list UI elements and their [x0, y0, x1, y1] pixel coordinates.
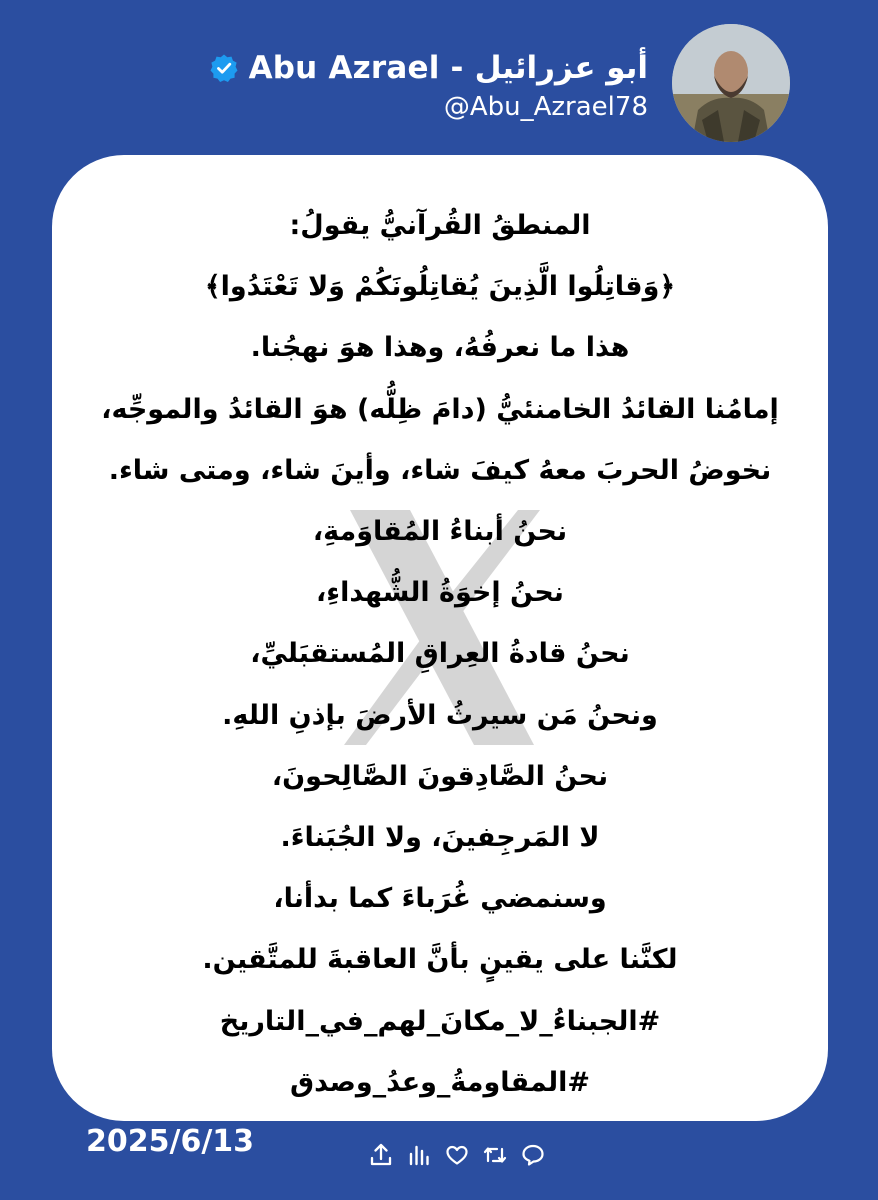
like-icon[interactable] [444, 1142, 470, 1168]
tweet-line: نحنُ أبناءُ المُقاوَمةِ، [312, 516, 568, 548]
tweet-line: نحنُ قادةُ العِراقِ المُستقبَليِّ، [250, 638, 630, 670]
author-display-name[interactable]: Abu Azrael - أبو عزرائيل [248, 50, 648, 86]
hashtag-link[interactable]: #الجبناءُ_لا_مكانَ_لهم_في_التاريخ [219, 1005, 661, 1037]
tweet-line: ﴿وَقاتِلُوا الَّذِينَ يُقاتِلُونَكُمْ وَلا تَعْتَدُوا﴾ [204, 271, 676, 303]
avatar[interactable] [672, 24, 790, 142]
tweet-header [0, 0, 878, 150]
tweet-line: نخوضُ الحربَ معهُ كيفَ شاء، وأينَ شاء، ومتى شاء. [108, 454, 772, 486]
tweet-line: ونحنُ مَن سيرثُ الأرضَ بإذنِ اللهِ. [222, 699, 658, 731]
hashtag-link[interactable]: #المقاومةُ_وعدُ_وصدق [290, 1066, 590, 1098]
tweet-line: وسنمضي غُرَباءَ كما بدأنا، [273, 883, 607, 915]
author-name-row [209, 48, 648, 88]
verified-badge-icon [209, 53, 239, 83]
tweet-line: نحنُ إخوَةُ الشُّهداءِ، [316, 577, 564, 609]
tweet-line: المنطقُ القُرآنيُّ يقولُ: [289, 210, 591, 241]
avatar-image [672, 24, 790, 142]
tweet-line: نحنُ الصَّادِقونَ الصَّالِحونَ، [271, 760, 609, 792]
tweet-text [92, 195, 788, 1113]
reply-icon[interactable] [520, 1142, 546, 1168]
tweet-date: 2025/6/13 [86, 1124, 255, 1159]
tweet-line: هذا ما نعرفُهُ، وهذا هوَ نهجُنا. [250, 332, 630, 364]
share-icon[interactable] [368, 1142, 394, 1168]
views-icon[interactable] [406, 1142, 432, 1168]
tweet-actions [368, 1142, 546, 1168]
retweet-icon[interactable] [482, 1142, 508, 1168]
author-handle[interactable]: @Abu_Azrael78 [443, 92, 648, 122]
tweet-line: لا المَرجِفينَ، ولا الجُبَناءَ. [280, 822, 600, 854]
tweet-line: إمامُنا القائدُ الخامنئيُّ (دامَ ظِلُّه) هوَ القائدُ والموجِّه، [101, 393, 779, 425]
tweet-card [52, 155, 828, 1121]
tweet-line: لكنَّنا على يقينٍ بأنَّ العاقبةَ للمتَّقين. [202, 944, 678, 976]
